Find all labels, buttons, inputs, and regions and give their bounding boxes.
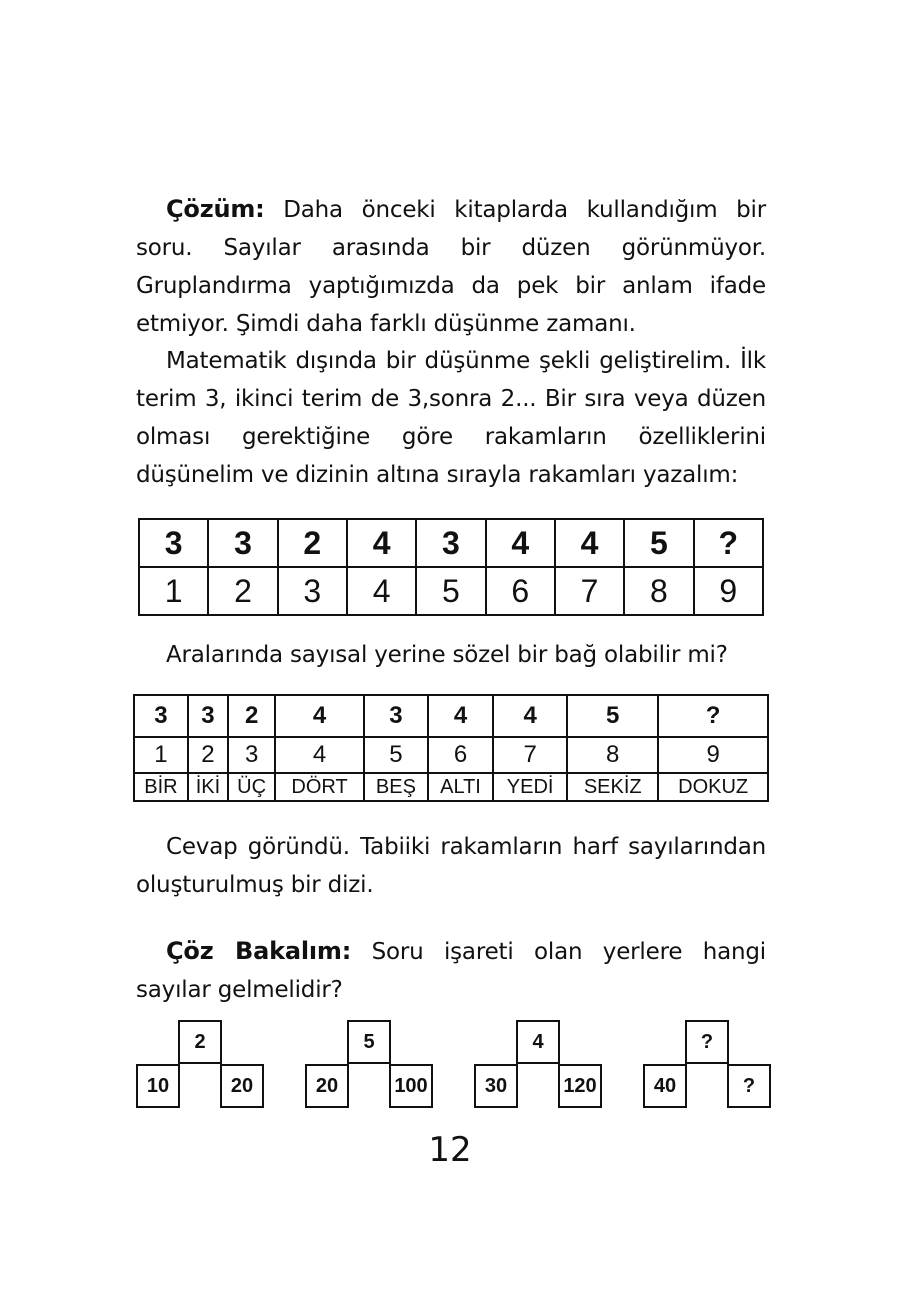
solution-paragraph (136, 190, 766, 343)
pos-cell: 4 (347, 567, 416, 615)
pos-cell: 2 (208, 567, 277, 615)
seq-cell: ? (658, 695, 768, 737)
puzzle-4 (643, 1020, 773, 1108)
seq-cell: 4 (275, 695, 364, 737)
seq-cell: 4 (347, 519, 416, 567)
pos-cell: 9 (658, 737, 768, 773)
puzzle-right: 120 (558, 1064, 602, 1108)
answer-text: Cevap göründü. Tabiiki rakamların harf sayılarından oluşturulmuş bir dizi. (136, 834, 766, 898)
pos-cell: 1 (134, 737, 188, 773)
exercise-paragraph (136, 932, 766, 1009)
pos-cell: 8 (624, 567, 693, 615)
sequence-row (139, 519, 763, 567)
word-table (133, 694, 769, 802)
seq-cell: 4 (428, 695, 493, 737)
puzzle-left: 20 (305, 1064, 349, 1108)
word-cell: ÜÇ (228, 773, 275, 801)
word-cell: YEDİ (493, 773, 567, 801)
pos-cell: 6 (428, 737, 493, 773)
pos-cell: 4 (275, 737, 364, 773)
sequence-table (138, 518, 764, 616)
seq-cell: 3 (139, 519, 208, 567)
solution-lead: Çözüm: (166, 195, 265, 223)
word-cell: BEŞ (364, 773, 428, 801)
seq-cell: 3 (188, 695, 228, 737)
puzzle-top: 2 (178, 1020, 222, 1064)
pos-cell: 2 (188, 737, 228, 773)
puzzle-top: ? (685, 1020, 729, 1064)
puzzle-right: 100 (389, 1064, 433, 1108)
puzzle-right: ? (727, 1064, 771, 1108)
puzzle-left: 10 (136, 1064, 180, 1108)
puzzle-1 (136, 1020, 266, 1108)
seq-cell: ? (694, 519, 764, 567)
seq-cell: 3 (364, 695, 428, 737)
pos-cell: 5 (416, 567, 485, 615)
seq-cell: 4 (555, 519, 624, 567)
pos-cell: 3 (228, 737, 275, 773)
word-cell: SEKİZ (567, 773, 658, 801)
pos-cell: 5 (364, 737, 428, 773)
pos-cell: 3 (278, 567, 347, 615)
exercise-lead: Çöz Bakalım: (166, 937, 352, 965)
seq-cell: 3 (208, 519, 277, 567)
puzzle-left: 40 (643, 1064, 687, 1108)
sequence-row (134, 695, 768, 737)
word-cell: İKİ (188, 773, 228, 801)
position-row (134, 737, 768, 773)
word-cell: BİR (134, 773, 188, 801)
seq-cell: 3 (134, 695, 188, 737)
pos-cell: 7 (493, 737, 567, 773)
page-number: 12 (428, 1130, 472, 1170)
pos-cell: 6 (486, 567, 555, 615)
question-text: Aralarında sayısal yerine sözel bir bağ olabilir mi? (166, 642, 728, 668)
puzzle-3 (474, 1020, 604, 1108)
word-cell: DOKUZ (658, 773, 768, 801)
puzzle-top: 4 (516, 1020, 560, 1064)
pos-cell: 7 (555, 567, 624, 615)
pos-cell: 1 (139, 567, 208, 615)
word-cell: DÖRT (275, 773, 364, 801)
seq-cell: 4 (493, 695, 567, 737)
seq-cell: 3 (416, 519, 485, 567)
pos-cell: 8 (567, 737, 658, 773)
position-row (139, 567, 763, 615)
pos-cell: 9 (694, 567, 764, 615)
seq-cell: 2 (228, 695, 275, 737)
seq-cell: 2 (278, 519, 347, 567)
puzzle-top: 5 (347, 1020, 391, 1064)
puzzle-2 (305, 1020, 435, 1108)
solution-text-1: Daha önceki kitaplarda kullandığım bir soru. Sayılar arasında bir düzen görünmüyor. Gruplandırma yaptığımızda da pek bir anlam ifade etmiyor. Şimdi daha farklı düşünme zamanı. (136, 197, 766, 337)
word-row (134, 773, 768, 801)
solution-paragraph-2: Matematik dışında bir düşünme şekli geliştirelim. İlk terim 3, ikinci terim de 3,sonra 2... Bir sıra veya düzen olması gerektiğine göre rakamların özelliklerini düşünelim ve dizinin altına sırayla rakamları yazalım: (136, 348, 766, 488)
seq-cell: 5 (624, 519, 693, 567)
puzzle-left: 30 (474, 1064, 518, 1108)
puzzle-right: 20 (220, 1064, 264, 1108)
seq-cell: 5 (567, 695, 658, 737)
seq-cell: 4 (486, 519, 555, 567)
exercise-text: Soru işareti olan yerlere hangi sayılar gelmelidir? (136, 939, 766, 1003)
word-cell: ALTI (428, 773, 493, 801)
